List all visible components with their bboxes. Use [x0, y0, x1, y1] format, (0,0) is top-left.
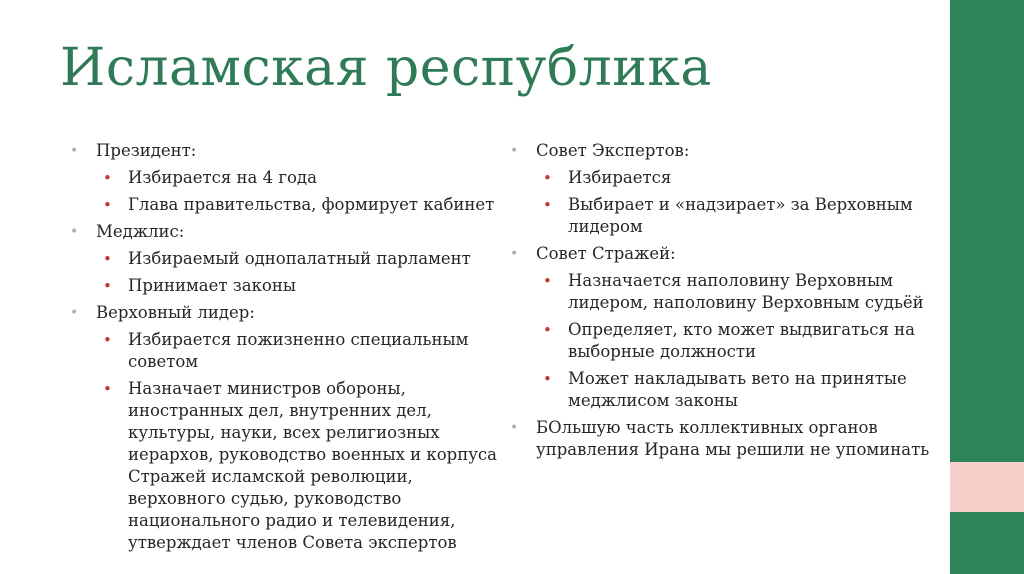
bullet-dot-icon: •: [103, 380, 112, 398]
sub-bullet-label: Избирается пожизненно специальным советом: [128, 330, 469, 371]
sub-bullet-label: Принимает законы: [128, 276, 296, 295]
bullet-item: [510, 417, 930, 461]
sub-bullet-item: [96, 329, 500, 373]
bullet-label: Президент:: [96, 141, 197, 160]
right-column: [510, 140, 930, 463]
bullet-item: [510, 140, 930, 238]
bullet-item: [70, 221, 500, 297]
sub-bullet-item: [536, 319, 930, 363]
bullet-item: [510, 243, 930, 412]
sub-bullet-item: [536, 194, 930, 238]
bullet-dot-icon: •: [70, 143, 79, 159]
sub-bullet-label: Выбирает и «надзирает» за Верховным лидером: [568, 195, 913, 236]
sub-bullet-label: Избираемый однопалатный парламент: [128, 249, 471, 268]
sub-bullet-item: [96, 378, 500, 554]
bullet-label: Совет Стражей:: [536, 244, 676, 263]
bullet-dot-icon: •: [103, 169, 112, 187]
bullet-dot-icon: •: [510, 143, 519, 159]
sub-bullet-label: Определяет, кто может выдвигаться на выборные должности: [568, 320, 915, 361]
sub-bullet-label: Может накладывать вето на принятые меджлисом законы: [568, 369, 907, 410]
sub-bullet-list: [96, 248, 500, 297]
sub-bullet-item: [96, 167, 500, 189]
bullet-label: Совет Экспертов:: [536, 141, 690, 160]
bullet-dot-icon: •: [70, 224, 79, 240]
bullet-dot-icon: •: [543, 272, 552, 290]
sub-bullet-item: [536, 368, 930, 412]
right-bullet-list: [510, 140, 930, 461]
decorative-accent-block: [950, 462, 1024, 512]
bullet-dot-icon: •: [510, 246, 519, 262]
sub-bullet-item: [96, 194, 500, 216]
sub-bullet-item: [536, 167, 930, 189]
bullet-dot-icon: •: [103, 277, 112, 295]
slide-title: Исламская республика: [60, 38, 712, 98]
sub-bullet-label: Глава правительства, формирует кабинет: [128, 195, 495, 214]
bullet-dot-icon: •: [103, 196, 112, 214]
sub-bullet-label: Избирается на 4 года: [128, 168, 317, 187]
bullet-dot-icon: •: [103, 331, 112, 349]
bullet-label: БОльшую часть коллективных органов управления Ирана мы решили не упоминать: [536, 418, 930, 459]
bullet-item: [70, 302, 500, 554]
sub-bullet-list: [536, 167, 930, 238]
sub-bullet-item: [96, 275, 500, 297]
sub-bullet-label: Избирается: [568, 168, 672, 187]
bullet-dot-icon: •: [543, 370, 552, 388]
bullet-item: [70, 140, 500, 216]
sub-bullet-list: [96, 167, 500, 216]
bullet-dot-icon: •: [70, 305, 79, 321]
bullet-dot-icon: •: [543, 321, 552, 339]
sub-bullet-list: [96, 329, 500, 554]
sub-bullet-list: [536, 270, 930, 412]
sub-bullet-item: [536, 270, 930, 314]
bullet-dot-icon: •: [543, 169, 552, 187]
bullet-dot-icon: •: [543, 196, 552, 214]
sub-bullet-label: Назначается наполовину Верховным лидером, наполовину Верховным судьёй: [568, 271, 924, 312]
bullet-dot-icon: •: [103, 250, 112, 268]
bullet-label: Верховный лидер:: [96, 303, 255, 322]
left-bullet-list: [70, 140, 500, 554]
bullet-label: Меджлис:: [96, 222, 185, 241]
sub-bullet-label: Назначает министров обороны, иностранных дел, внутренних дел, культуры, науки, всех религиозных иерархов, руководство военных и корпуса Стражей исламской революции, верховного судью, руководство национального радио и телевидения, утверждает членов Совета экспертов: [128, 379, 497, 552]
sub-bullet-item: [96, 248, 500, 270]
left-column: [70, 140, 500, 559]
bullet-dot-icon: •: [510, 420, 519, 436]
